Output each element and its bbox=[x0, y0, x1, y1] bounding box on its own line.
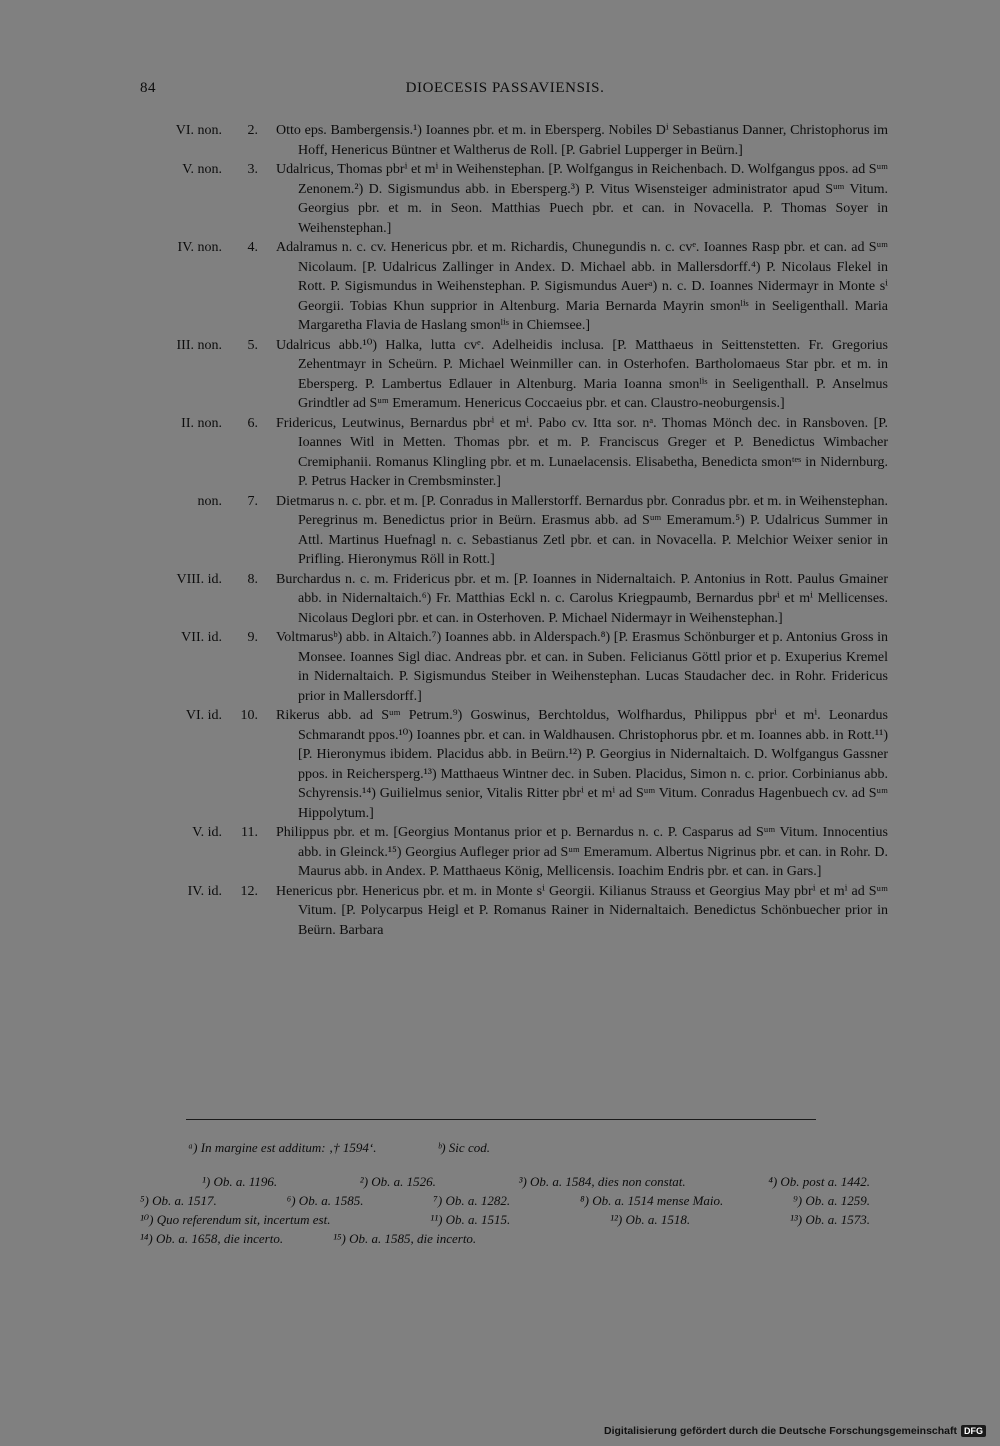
entry-5 bbox=[0, 336, 1000, 414]
dfg-logo: DFG bbox=[961, 1425, 986, 1437]
footnote: ⁸) Ob. a. 1514 mense Maio. bbox=[580, 1193, 724, 1208]
footnote: ⁹) Ob. a. 1259. bbox=[793, 1193, 870, 1208]
digitization-credit bbox=[604, 1425, 986, 1437]
entry-date: V. id. bbox=[192, 825, 222, 840]
entry-date: V. non. bbox=[182, 162, 222, 177]
entry-text: Udalricus, Thomas pbrⁱ et mⁱ in Weihenstephan. [P. Wolfgangus in Reichenbach. D. Wolfgangus ppos. ad Sᵘᵐ Zenonem.²) D. Sigismundus abb. in Ebersperg.³) P. Vitus Wisensteiger administrator apud Sᵘᵐ Vitum. Georgius pbr. et m. in Seon. Matthias Puech pbr. et can. in Novacella. P. Thomas Soyer in Weihenstephan.] bbox=[276, 162, 888, 236]
footnote: ⁵) Ob. a. 1517. bbox=[140, 1193, 217, 1208]
footnote: ¹³) Ob. a. 1573. bbox=[789, 1212, 870, 1227]
footnote: ¹⁵) Ob. a. 1585, die incerto. bbox=[333, 1231, 477, 1246]
entry-text: Voltmarusᵇ) abb. in Altaich.⁷) Ioannes abb. in Alderspach.⁸) [P. Erasmus Schönburger et p. Antonius Gross in Monsee. Ioannes Sigl diac. Andreas pbr. et can. in Suben. Felicianus Göttl prior et p. Exuperius Kremel in Nidernaltaich. P. Sigismundus Steiber in Weihenstephan. Lucas Staudacher dec. in Rohr. Fridericus prior in Mallersdorff.] bbox=[276, 630, 888, 704]
footnote-b: ᵇ) Sic cod. bbox=[437, 1140, 490, 1155]
entry-3 bbox=[0, 160, 1000, 238]
entry-date: III. non. bbox=[176, 337, 222, 353]
page-title: DIOECESIS PASSAVIENSIS. bbox=[405, 80, 605, 96]
entry-text: Fridericus, Leutwinus, Bernardus pbrⁱ et mⁱ. Pabo cv. Itta sor. nᵃ. Thomas Mönch dec. in Ransboven. [P. Ioannes Witl in Metten. Thomas pbr. et m. P. Franciscus Greger et P. Benedictus Wimbacher Cremiphanii. Romanus Klingling pbr. et m. Lunaelacensis. Elisabetha, Benedicta smonᵗᵉˢ in Nidernburg. P. Petrus Hacker in Crembsminster.] bbox=[276, 415, 888, 489]
footnote: ¹⁴) Ob. a. 1658, die incerto. bbox=[140, 1231, 284, 1246]
letter-footnotes bbox=[140, 1138, 870, 1157]
footnote: ⁴) Ob. post a. 1442. bbox=[768, 1174, 870, 1189]
entry-number: 7. bbox=[247, 493, 258, 509]
footnote: ¹) Ob. a. 1196. bbox=[202, 1174, 278, 1189]
entry-number: 3. bbox=[247, 162, 258, 177]
entry-number: 8. bbox=[247, 571, 258, 587]
entry-number: 9. bbox=[247, 630, 258, 645]
entry-number: 11. bbox=[241, 825, 258, 840]
entry-number: 2. bbox=[247, 123, 258, 138]
entry-number: 10. bbox=[240, 708, 258, 723]
entry-number: 4. bbox=[247, 240, 258, 255]
numbered-footnotes bbox=[140, 1172, 870, 1248]
entry-10 bbox=[0, 706, 1000, 823]
entry-date: II. non. bbox=[181, 415, 222, 431]
entry-text: Otto eps. Bambergensis.¹) Ioannes pbr. et m. in Ebersperg. Nobiles Dⁱ Sebastianus Danner, Christophorus im Hoff, Henericus Büntner et Waltherus de Roll. [P. Gabriel Lupperger in Beürn.] bbox=[276, 123, 888, 158]
entry-8 bbox=[0, 570, 1000, 629]
entry-date: non. bbox=[197, 493, 222, 509]
footnote: ⁷) Ob. a. 1282. bbox=[433, 1193, 511, 1208]
page-number: 84 bbox=[140, 80, 156, 96]
footnote-row bbox=[140, 1229, 870, 1248]
entry-text: Henericus pbr. Henericus pbr. et m. in Monte sⁱ Georgii. Kilianus Strauss et Georgius May pbrⁱ et mⁱ ad Sᵘᵐ Vitum. [P. Polycarpus Heigl et P. Romanus Rainer in Nidernaltaich. Benedictus Schönbuecher prior in Beürn. Barbara bbox=[276, 883, 888, 938]
page-header bbox=[140, 80, 870, 104]
entry-7 bbox=[0, 492, 1000, 570]
entry-number: 6. bbox=[247, 415, 258, 431]
entry-text: Philippus pbr. et m. [Georgius Montanus prior et p. Bernardus n. c. P. Casparus ad Sᵘᵐ Vitum. Innocentius abb. in Gleinck.¹⁵) Georgius Aufleger prior ad Sᵘᵐ Emeramum. Albertus Nigrinus pbr. et can. in Rohr. D. Maurus abb. in Andex. P. Matthaeus König, Mellicensis. Ioachim Endris pbr. et can. in Gars.] bbox=[276, 825, 888, 879]
entry-2 bbox=[0, 121, 1000, 160]
entry-text: Udalricus abb.¹⁰) Halka, lutta cvᵉ. Adelheidis inclusa. [P. Matthaeus in Seittenstetten. Fr. Gregorius Zehentmayr in Scheürn. P. Michael Weinmiller can. in Osterhofen. Bartholomaeus Star pbr. et m. in Ebersperg. P. Lambertus Edlauer in Altenburg. Maria Ioanna smonˡⁱˢ in Seeligenthall. P. Anselmus Grindtler ad Sᵘᵐ Emeramum. Henericus Coccaeius pbr. et can. Claustro-neoburgensis.] bbox=[276, 337, 888, 411]
footnote: ³) Ob. a. 1584, dies non constat. bbox=[518, 1174, 686, 1189]
entry-number: 5. bbox=[247, 337, 258, 353]
footnote: ²) Ob. a. 1526. bbox=[359, 1174, 436, 1189]
entry-4 bbox=[0, 238, 1000, 336]
entry-text: Dietmarus n. c. pbr. et m. [P. Conradus in Mallerstorff. Bernardus pbr. Conradus pbr. et m. in Weihenstephan. Peregrinus m. Benedictus prior in Beürn. Erasmus abb. ad Sᵘᵐ Emeramum.⁵) P. Udalricus Summer in Attl. Martinus Huefnagl n. c. Sebastianus Zetl pbr. et can. in Novacella. P. Melchior Weixer senior in Prifling. Hieronymus Röll in Rott.] bbox=[276, 493, 888, 567]
footnote-a: ᵃ) In margine est additum: ‚† 1594‘. bbox=[188, 1140, 377, 1155]
entry-text: Adalramus n. c. cv. Henericus pbr. et m. Richardis, Chunegundis n. c. cvᵉ. Ioannes Rasp pbr. et can. ad Sᵘᵐ Nicolaum. [P. Udalricus Zallinger in Andex. D. Michael abb. in Mallersdorff.⁴) P. Nicolaus Flekel in Rott. P. Sigismundus in Weihenstephan. P. Sigismundus Auerᵃ) n. c. D. Ioannes Nidermayr in Monte sⁱ Georgii. Tobias Khun supprior in Altenburg. Maria Bernarda Mayrin smonˡⁱˢ in Seeligenthall. Maria Margaretha Flavia de Haslang smonˡⁱˢ in Chiemsee.] bbox=[276, 240, 888, 333]
entry-date: VI. id. bbox=[185, 708, 222, 723]
entry-6 bbox=[0, 414, 1000, 492]
entry-9 bbox=[0, 628, 1000, 706]
footnote: ¹¹) Ob. a. 1515. bbox=[430, 1212, 511, 1227]
entry-12 bbox=[0, 882, 1000, 941]
footnote-row bbox=[140, 1191, 870, 1210]
footnote-row bbox=[140, 1210, 870, 1229]
footnote-row bbox=[140, 1172, 870, 1191]
entry-date: VI. non. bbox=[175, 123, 222, 138]
entry-date: VIII. id. bbox=[176, 571, 222, 587]
entry-date: IV. id. bbox=[187, 883, 222, 899]
entry-text: Burchardus n. c. m. Fridericus pbr. et m. [P. Ioannes in Nidernaltaich. P. Antonius in Rott. Paulus Gmainer abb. in Nidernaltaich.⁶) Fr. Matthias Eckl n. c. Carolus Kriegpaumb, Bernardus pbrⁱ et mⁱ Mellicenses. Nicolaus Deglori pbr. et can. in Osterhoven. P. Michael Nidermayr in Weihenstephan.] bbox=[276, 571, 888, 626]
credit-text: Digitalisierung gefördert durch die Deutsche Forschungsgemeinschaft bbox=[604, 1425, 957, 1437]
entry-text: Rikerus abb. ad Sᵘᵐ Petrum.⁹) Goswinus, Berchtoldus, Wolfhardus, Philippus pbrⁱ et mⁱ. Leonardus Schmarandt ppos.¹⁰) Ioannes pbr. et can. in Waldhausen. Christophorus pbr. et m. Ioannes abb. in Rott.¹¹) [P. Hieronymus ibidem. Placidus abb. in Beürn.¹²) P. Georgius in Nidernaltaich. D. Wolfgangus Gassner ppos. in Reichersperg.¹³) Matthaeus Wintner dec. in Suben. Placidus, Simon n. c. prior. Corbinianus abb. Schyrensis.¹⁴) Guilielmus senior, Vitalis Ritter pbrⁱ et mⁱ ad Sᵘᵐ Vitum. Conradus Hagenbuech cv. ad Sᵘᵐ Hippolytum.] bbox=[276, 708, 888, 821]
footnote: ⁶) Ob. a. 1585. bbox=[286, 1193, 364, 1208]
entry-11 bbox=[0, 823, 1000, 882]
footnote: ¹⁰) Quo referendum sit, incertum est. bbox=[140, 1212, 331, 1227]
entry-date: VII. id. bbox=[181, 630, 222, 645]
entry-number: 12. bbox=[240, 883, 258, 899]
necrology-entries bbox=[0, 121, 1000, 940]
entry-date: IV. non. bbox=[177, 240, 222, 255]
footnote: ¹²) Ob. a. 1518. bbox=[610, 1212, 691, 1227]
footnote-divider bbox=[186, 1119, 816, 1120]
